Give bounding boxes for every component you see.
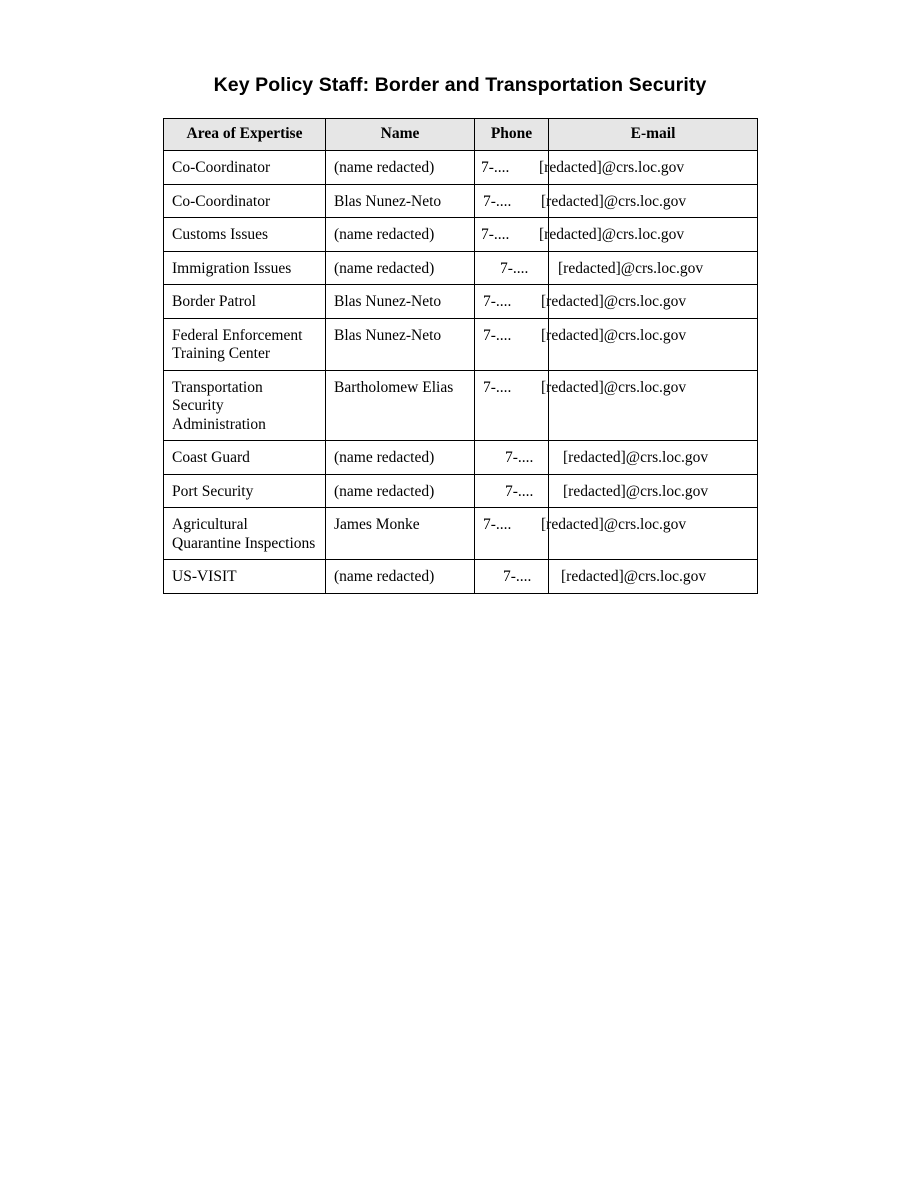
cell-name: James Monke (326, 508, 475, 560)
cell-phone: 7-.... (503, 568, 532, 585)
cell-area: Customs Issues (164, 218, 326, 252)
staff-table (163, 118, 758, 594)
table-row (164, 151, 758, 185)
cell-email: [redacted]@crs.loc.gov (541, 516, 687, 533)
table-row (164, 318, 758, 370)
cell-name: (name redacted) (326, 474, 475, 508)
table-row (164, 285, 758, 319)
table-row (164, 370, 758, 441)
cell-email: [redacted]@crs.loc.gov (539, 159, 685, 176)
cell-email: [redacted]@crs.loc.gov (541, 293, 687, 310)
cell-email: [redacted]@crs.loc.gov (541, 378, 687, 396)
cell-area: Agricultural Quarantine Inspections (164, 508, 326, 560)
table-header-row (164, 119, 758, 151)
cell-name: Bartholomew Elias (326, 370, 475, 441)
cell-name: (name redacted) (326, 251, 475, 285)
header-email: E-mail (549, 119, 758, 151)
header-name: Name (326, 119, 475, 151)
cell-email: [redacted]@crs.loc.gov (563, 449, 709, 466)
cell-area: Co-Coordinator (164, 184, 326, 218)
cell-area: Immigration Issues (164, 251, 326, 285)
cell-area: Federal Enforcement Training Center (164, 318, 326, 370)
cell-name: (name redacted) (326, 441, 475, 475)
cell-phone: 7-.... (481, 159, 510, 176)
header-phone: Phone (475, 119, 549, 151)
cell-phone: 7-.... (483, 326, 512, 344)
cell-area: Border Patrol (164, 285, 326, 319)
cell-phone: 7-.... (483, 293, 512, 310)
cell-phone: 7-.... (500, 259, 529, 277)
table-row (164, 474, 758, 508)
table-row (164, 218, 758, 252)
cell-email: [redacted]@crs.loc.gov (558, 259, 704, 277)
page-title: Key Policy Staff: Border and Transportation Security (213, 74, 707, 96)
cell-area: Co-Coordinator (164, 151, 326, 185)
cell-area: Coast Guard (164, 441, 326, 475)
header-area: Area of Expertise (164, 119, 326, 151)
cell-name: Blas Nunez-Neto (326, 318, 475, 370)
cell-email: [redacted]@crs.loc.gov (541, 326, 687, 344)
cell-phone: 7-.... (481, 226, 510, 243)
cell-email: [redacted]@crs.loc.gov (539, 226, 685, 243)
cell-name: (name redacted) (326, 151, 475, 185)
table-row (164, 251, 758, 285)
table-row (164, 560, 758, 594)
cell-area: Transportation Security Administration (164, 370, 326, 441)
cell-name: Blas Nunez-Neto (326, 184, 475, 218)
cell-phone: 7-.... (505, 449, 534, 466)
table-row (164, 508, 758, 560)
cell-phone: 7-.... (483, 516, 512, 533)
cell-phone: 7-.... (483, 378, 512, 396)
cell-area: Port Security (164, 474, 326, 508)
cell-name: (name redacted) (326, 218, 475, 252)
cell-phone: 7-.... (505, 482, 534, 500)
table-row (164, 184, 758, 218)
cell-name: (name redacted) (326, 560, 475, 594)
cell-area: US-VISIT (164, 560, 326, 594)
cell-email: [redacted]@crs.loc.gov (561, 568, 707, 585)
cell-email: [redacted]@crs.loc.gov (563, 482, 709, 500)
cell-name: Blas Nunez-Neto (326, 285, 475, 319)
cell-email: [redacted]@crs.loc.gov (541, 192, 687, 210)
cell-phone: 7-.... (483, 192, 512, 210)
table-row (164, 441, 758, 475)
